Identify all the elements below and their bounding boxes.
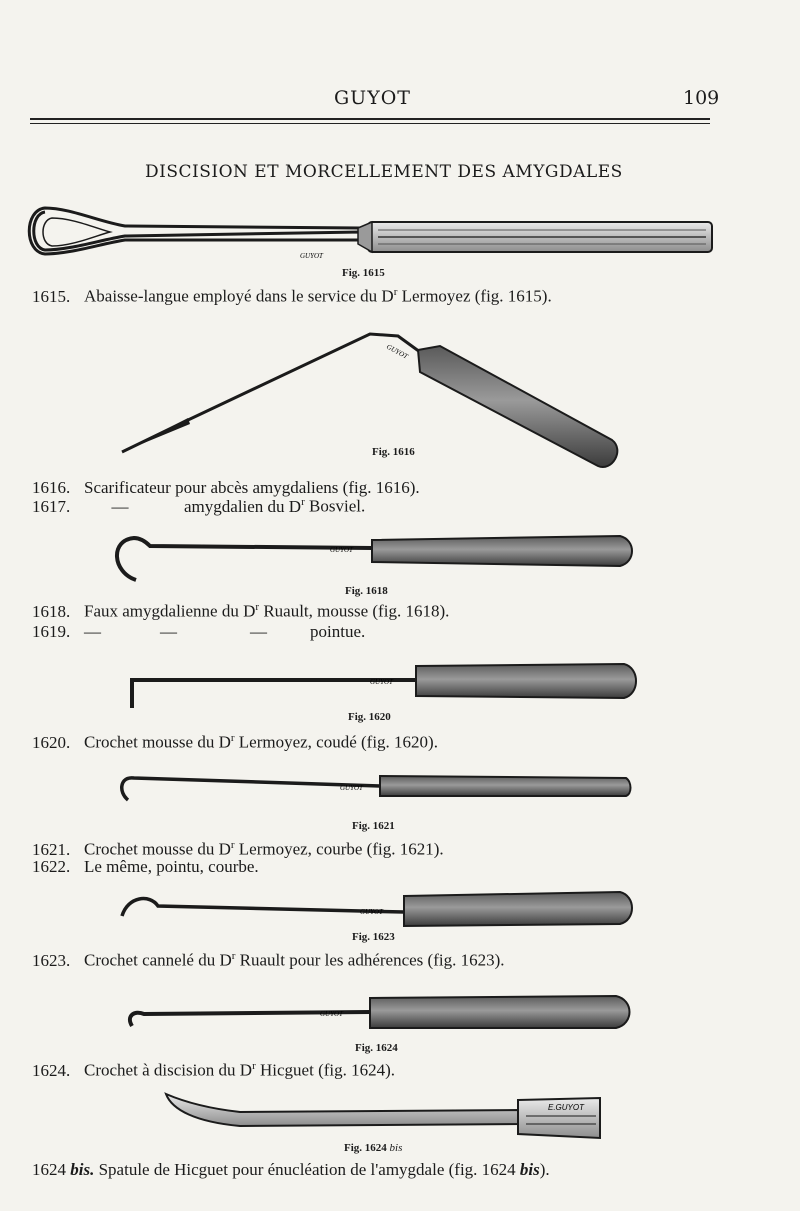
scarificator-illustration bbox=[122, 334, 617, 467]
running-header: GUYOT bbox=[334, 87, 411, 109]
catalog-entry-1624 bbox=[32, 1060, 395, 1081]
figure-caption-1624: Fig. 1624 bbox=[355, 1042, 398, 1054]
entry-sup: r bbox=[230, 839, 235, 851]
maker-mark: GUYOT bbox=[385, 342, 410, 361]
entry-sup: r bbox=[255, 601, 260, 613]
catalog-entry-1620 bbox=[32, 732, 438, 753]
figure-caption-1620: Fig. 1620 bbox=[348, 711, 391, 723]
figure-caption-1623: Fig. 1623 bbox=[352, 931, 395, 943]
catalog-entry-1617 bbox=[32, 496, 365, 517]
entry-number: 1622. bbox=[32, 857, 71, 876]
entry-tail: Lermoyez (fig. 1615). bbox=[397, 286, 552, 306]
figure-caption-suffix: bis bbox=[389, 1142, 403, 1154]
catalog-entry-1622 bbox=[32, 857, 259, 877]
entry-number: 1621. bbox=[32, 839, 71, 859]
maker-mark: GUYOT bbox=[320, 1010, 343, 1018]
entry-text: pointue. bbox=[310, 622, 366, 641]
figure-caption-1615: Fig. 1615 bbox=[342, 267, 385, 279]
entry-bis: bis bbox=[519, 1160, 540, 1179]
entry-text: Crochet mousse du D bbox=[84, 732, 231, 752]
entry-tail: Ruault, mousse (fig. 1618). bbox=[259, 601, 450, 621]
tongue-depressor-illustration bbox=[29, 208, 712, 254]
entry-number: 1624 bbox=[32, 1160, 66, 1179]
entry-text: Crochet cannelé du D bbox=[84, 950, 232, 970]
entry-text: Faux amygdalienne du D bbox=[84, 601, 256, 621]
ditto-dash: — bbox=[250, 622, 267, 641]
entry-number: 1615. bbox=[32, 286, 71, 306]
entry-number: 1616. bbox=[32, 478, 71, 497]
catalog-entry-1616 bbox=[32, 478, 420, 498]
entry-sup: r bbox=[230, 732, 235, 744]
figure-caption-prefix: Fig. 1624 bbox=[344, 1142, 387, 1154]
entry-text: Le même, pointu, courbe. bbox=[84, 857, 259, 876]
maker-mark: GUYOT bbox=[370, 678, 393, 686]
entry-text: Crochet mousse du D bbox=[84, 839, 231, 859]
entry-sup: r bbox=[231, 950, 236, 962]
tonsil-hook-1618-illustration bbox=[117, 536, 632, 580]
entry-number: 1619. bbox=[32, 622, 71, 641]
entry-number: 1617. bbox=[32, 496, 71, 516]
entry-number: 1620. bbox=[32, 732, 71, 752]
spatula-illustration bbox=[166, 1094, 600, 1138]
entry-text: Spatule de Hicguet pour énucléation de l'amygdale (fig. 1624 bbox=[98, 1160, 520, 1179]
entry-sup: r bbox=[252, 1060, 256, 1072]
maker-mark: GUYOT bbox=[340, 784, 363, 792]
maker-mark: GUYOT bbox=[330, 546, 353, 554]
maker-mark: GUYOT bbox=[300, 252, 323, 260]
figure-caption-1624-bis bbox=[344, 1142, 402, 1154]
figure-caption-1616: Fig. 1616 bbox=[372, 446, 415, 458]
catalog-entry-1623 bbox=[32, 950, 505, 971]
maker-mark-bis: E.GUYOT bbox=[548, 1103, 585, 1112]
maker-mark: GUYOT bbox=[360, 908, 383, 916]
catalog-entry-1619 bbox=[32, 622, 365, 642]
entry-text: Crochet à discision du D bbox=[84, 1060, 253, 1080]
entry-number-bis: bis. bbox=[70, 1160, 95, 1179]
entry-text: amygdalien du D bbox=[184, 496, 302, 516]
entry-number: 1623. bbox=[32, 950, 71, 970]
figure-caption-1618: Fig. 1618 bbox=[345, 585, 388, 597]
entry-sup: r bbox=[301, 496, 305, 508]
entry-text: Scarificateur pour abcès amygdaliens (fig. 1616). bbox=[84, 478, 420, 497]
entry-tail: Ruault pour les adhérences (fig. 1623). bbox=[235, 950, 505, 970]
catalog-entry-1618 bbox=[32, 601, 449, 622]
ditto-dash: — bbox=[84, 622, 101, 641]
entry-tail: Hicguet (fig. 1624). bbox=[255, 1060, 396, 1080]
ditto-dash: — bbox=[160, 622, 177, 641]
curved-hook-illustration bbox=[122, 776, 631, 800]
entry-tail: Bosviel. bbox=[304, 496, 366, 516]
ditto-dash: — bbox=[111, 496, 129, 516]
catalog-entry-1624-bis bbox=[32, 1160, 550, 1180]
entry-number: 1618. bbox=[32, 601, 71, 621]
catalog-entry-1615 bbox=[32, 286, 552, 307]
figure-caption-1621: Fig. 1621 bbox=[352, 820, 395, 832]
page-number: 109 bbox=[683, 87, 720, 109]
entry-number: 1624. bbox=[32, 1060, 71, 1080]
entry-tail: Lermoyez, courbe (fig. 1621). bbox=[234, 839, 444, 859]
entry-tail: Lermoyez, coudé (fig. 1620). bbox=[234, 732, 438, 752]
entry-sup: r bbox=[393, 286, 398, 298]
section-title: DISCISION ET MORCELLEMENT DES AMYGDALES bbox=[145, 162, 623, 182]
discision-hook-illustration bbox=[130, 996, 630, 1028]
angled-hook-illustration bbox=[132, 664, 636, 708]
entry-text: Abaisse-langue employé dans le service du D bbox=[84, 286, 394, 306]
entry-tail: ). bbox=[539, 1160, 550, 1179]
